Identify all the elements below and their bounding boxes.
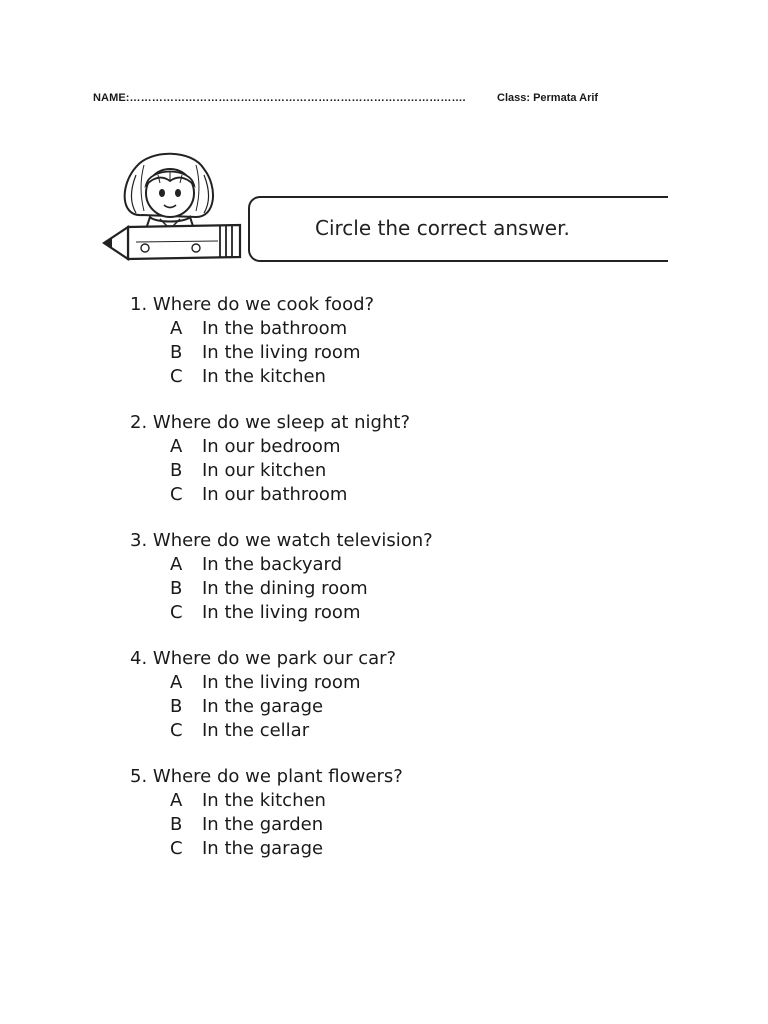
option-letter: C	[170, 366, 183, 387]
option-b[interactable]	[130, 577, 630, 601]
option-text: In the garden	[202, 814, 324, 835]
option-letter: B	[170, 578, 183, 599]
option-a[interactable]	[130, 553, 630, 577]
option-letter: C	[170, 484, 183, 505]
option-letter: B	[170, 342, 183, 363]
questions-list	[130, 293, 630, 883]
name-field-label: NAME:……………………………………………………………………………….	[93, 92, 466, 104]
option-text: In the garage	[202, 838, 324, 859]
option-letter: B	[170, 696, 183, 717]
option-b[interactable]	[130, 341, 630, 365]
question-text: 4. Where do we park our car?	[130, 648, 397, 669]
option-text: In our kitchen	[202, 460, 327, 481]
option-text: In the kitchen	[202, 790, 326, 811]
option-text: In the cellar	[202, 720, 310, 741]
option-text: In the garage	[202, 696, 324, 717]
option-text: In the bathroom	[202, 318, 348, 339]
option-text: In the living room	[202, 342, 361, 363]
option-b[interactable]	[130, 459, 630, 483]
girl-with-pencil-illustration	[100, 145, 260, 270]
option-a[interactable]	[130, 789, 630, 813]
option-text: In our bedroom	[202, 436, 341, 457]
option-letter: A	[170, 318, 183, 339]
option-b[interactable]	[130, 695, 630, 719]
option-text: In our bathroom	[202, 484, 348, 505]
question-text: 3. Where do we watch television?	[130, 530, 433, 551]
option-text: In the living room	[202, 602, 361, 623]
option-c[interactable]	[130, 601, 630, 625]
class-label: Class: Permata Arif	[497, 92, 599, 104]
option-text: In the kitchen	[202, 366, 326, 387]
question-3	[130, 529, 630, 625]
option-text: In the backyard	[202, 554, 343, 575]
option-letter: B	[170, 460, 183, 481]
question-text: 1. Where do we cook food?	[130, 294, 375, 315]
instruction-text: Circle the correct answer.	[315, 216, 570, 240]
option-letter: B	[170, 814, 183, 835]
option-a[interactable]	[130, 317, 630, 341]
option-letter: C	[170, 602, 183, 623]
option-letter: A	[170, 554, 183, 575]
option-c[interactable]	[130, 483, 630, 507]
option-c[interactable]	[130, 365, 630, 389]
option-text: In the living room	[202, 672, 361, 693]
question-2	[130, 411, 630, 507]
option-letter: C	[170, 838, 183, 859]
option-a[interactable]	[130, 435, 630, 459]
option-letter: C	[170, 720, 183, 741]
question-text: 2. Where do we sleep at night?	[130, 412, 410, 433]
option-text: In the dining room	[202, 578, 368, 599]
option-b[interactable]	[130, 813, 630, 837]
question-1	[130, 293, 630, 389]
option-letter: A	[170, 672, 183, 693]
question-5	[130, 765, 630, 861]
question-4	[130, 647, 630, 743]
question-text: 5. Where do we plant flowers?	[130, 766, 403, 787]
option-letter: A	[170, 790, 183, 811]
option-a[interactable]	[130, 671, 630, 695]
option-letter: A	[170, 436, 183, 457]
option-c[interactable]	[130, 837, 630, 861]
option-c[interactable]	[130, 719, 630, 743]
